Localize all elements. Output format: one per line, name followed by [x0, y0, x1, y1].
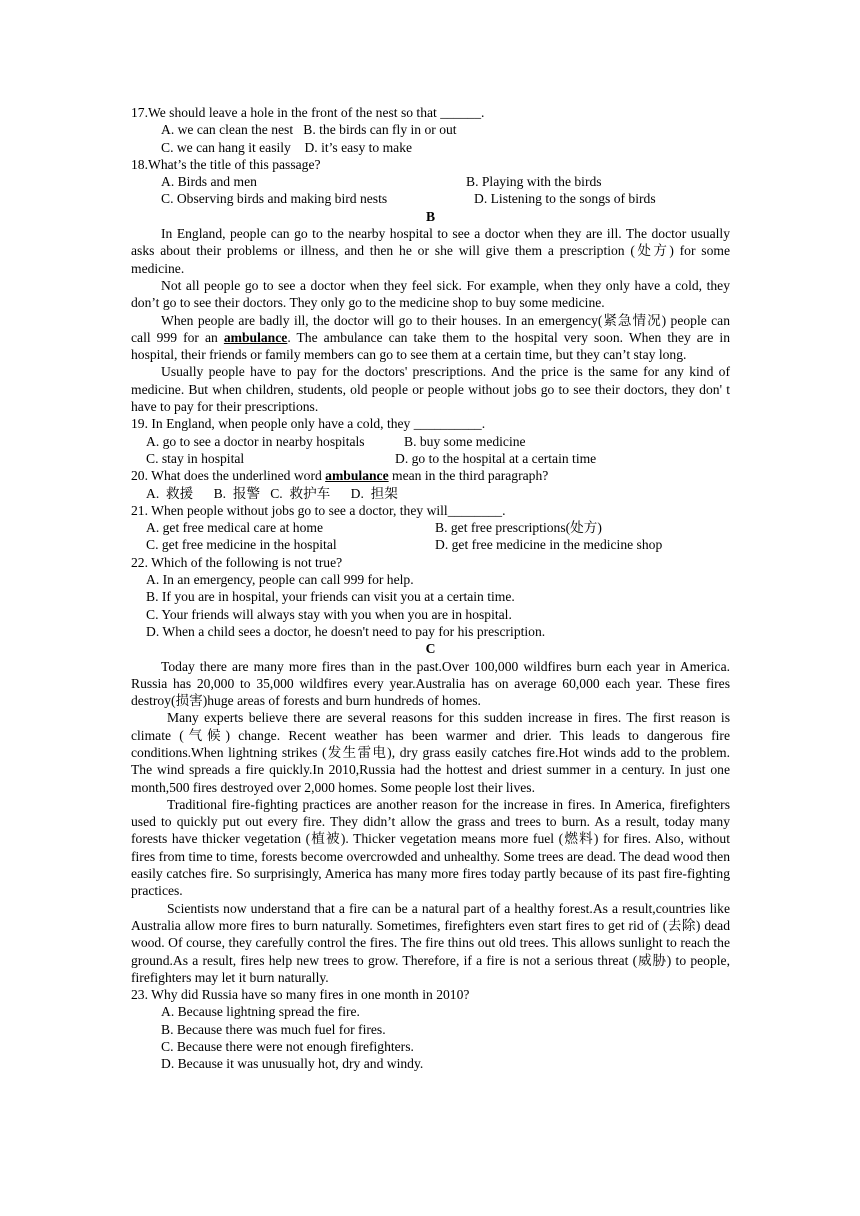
section-b-paragraph-3: [131, 312, 730, 364]
question-23-option-d: D. Because it was unusually hot, dry and windy.: [161, 1056, 424, 1072]
question-22-stem: 22. Which of the following is not true?: [131, 554, 343, 570]
question-21-option-c: C. get free medicine in the hospital: [146, 537, 337, 553]
question-23-option-a: A. Because lightning spread the fire.: [161, 1004, 360, 1020]
question-22-option-b: B. If you are in hospital, your friends can visit you at a certain time.: [146, 589, 515, 605]
question-21-option-d: D. get free medicine in the medicine shop: [435, 537, 663, 553]
question-18-stem: 18.What’s the title of this passage?: [131, 156, 321, 172]
section-c-paragraph-2: Many experts believe there are several reasons for this sudden increase in fires. The first reason is climate (气候) change. Recent weather has been warmer and drier. This leads to dangerous fire conditions.When lightning strikes (发生雷电), dry grass easily catches fire.Hot winds add to the problem. The wind spreads a fire quickly.In 2010,Russia had the hottest and driest summer in a century. In just one month,500 fires destroyed over 2,000 homes. Some people lost their lives.: [131, 710, 730, 795]
question-18-option-b: B. Playing with the birds: [466, 174, 602, 190]
question-20-stem: [131, 467, 730, 484]
question-23-option-b: B. Because there was much fuel for fires.: [161, 1021, 386, 1037]
section-b-paragraph-1: In England, people can go to the nearby hospital to see a doctor when they are ill. The doctor usually asks about their problems or illness, and then he or she will give them a prescription (处方) for some medicine.: [131, 226, 730, 276]
question-20-stem-start: 20. What does the underlined word: [131, 468, 326, 484]
section-c-paragraph-4: Scientists now understand that a fire can be a natural part of a healthy forest.As a result,countries like Australia allow more fires to burn naturally. Sometimes, firefighters even start fires to get rid of (去除) dead wood. Of course, they carefully control the fires. The fire thins out old trees. This allows sunlight to reach the ground.As a result, fires help new trees to grow. Therefore, if a fire is not a serious threat (威胁) to people, firefighters may let it burn naturally.: [131, 900, 730, 985]
question-17-options-ab: A. we can clean the nest B. the birds can fly in or out: [161, 122, 457, 138]
question-18-options-ab: [131, 173, 730, 190]
question-19-option-c: C. stay in hospital: [146, 450, 245, 466]
question-20-underlined-word: ambulance: [325, 468, 389, 484]
section-b-paragraph-3-start: When people are badly ill, the doctor will go to their houses. In an emergency(紧急情况) people can call 999 for an: [131, 312, 730, 345]
question-18-option-a: A. Birds and men: [161, 174, 257, 190]
question-19-options-cd: [131, 450, 730, 467]
question-21-option-a: A. get free medical care at home: [146, 520, 323, 536]
question-20-options: A. 救援 B. 报警 C. 救护车 D. 担架: [146, 485, 398, 501]
question-22-option-a: A. In an emergency, people can call 999 for help.: [146, 572, 414, 588]
section-c-paragraph-1: Today there are many more fires than in the past.Over 100,000 wildfires burn each year in America. Russia has 20,000 to 35,000 wildfires every year.Australia has on average 60,000 each year. These fires destroy(损害)huge areas of forests and burn hundreds of homes.: [131, 658, 730, 709]
section-b-paragraph-3-end: . The ambulance can take them to the hospital very soon. When they are in hospital, their friends or family members can go to see them at a certain time, but they can’t stay long.: [131, 329, 730, 363]
question-18-option-c: C. Observing birds and making bird nests: [161, 191, 388, 207]
question-18-options-cd: [131, 190, 730, 207]
question-17-stem: 17.We should leave a hole in the front of the nest so that ______.: [131, 105, 485, 120]
section-b-paragraph-2: Not all people go to see a doctor when they feel sick. For example, when they only have a cold, they don’t go to see their doctors. They only go to the medicine shop to buy some medicine.: [131, 277, 730, 311]
question-19-option-b: B. buy some medicine: [404, 433, 526, 449]
document-page: [131, 104, 730, 1073]
section-c-heading: C: [425, 641, 436, 657]
section-b-heading: B: [425, 208, 436, 224]
question-19-options-ab: [131, 433, 730, 450]
question-21-option-b: B. get free prescriptions(处方): [435, 520, 602, 536]
question-21-stem: 21. When people without jobs go to see a doctor, they will________.: [131, 502, 506, 518]
section-c-paragraph-3: Traditional fire-fighting practices are another reason for the increase in fires. In America, firefighters used to quickly put out every fire. They didn’t allow the grass and trees to burn. As a result, today many forests have thicker vegetation (植被). Thicker vegetation means more fuel (燃料) for fires. Also, without fires from time to time, forests become overcrowded and unhealthy. Some trees are dead. The dead wood then easily catches fire. So surprisingly, America has many more fires today partly because of its past fire-fighting practices.: [131, 796, 730, 899]
underlined-word-ambulance: ambulance: [223, 329, 288, 345]
question-20-stem-end: mean in the third paragraph?: [388, 468, 549, 484]
question-22-option-d: D. When a child sees a doctor, he doesn't need to pay for his prescription.: [146, 623, 546, 639]
question-21-options-ab: [131, 519, 730, 536]
question-22-option-c: C. Your friends will always stay with you when you are in hospital.: [146, 606, 512, 622]
question-23-stem: 23. Why did Russia have so many fires in one month in 2010?: [131, 987, 470, 1003]
question-17-options-cd: C. we can hang it easily D. it’s easy to make: [161, 139, 413, 155]
question-21-options-cd: [131, 536, 730, 553]
question-23-option-c: C. Because there were not enough firefighters.: [161, 1039, 414, 1055]
section-b-paragraph-4: Usually people have to pay for the doctors' prescriptions. And the price is the same for any kind of medicine. But when children, students, old people or people without jobs go to see their doctors, they don' t have to pay for their prescriptions.: [131, 364, 730, 415]
question-19-stem: 19. In England, when people only have a cold, they __________.: [131, 416, 486, 432]
question-19-option-d: D. go to the hospital at a certain time: [395, 450, 597, 466]
question-19-option-a: A. go to see a doctor in nearby hospitals: [146, 433, 365, 449]
question-18-option-d: D. Listening to the songs of birds: [474, 191, 656, 207]
